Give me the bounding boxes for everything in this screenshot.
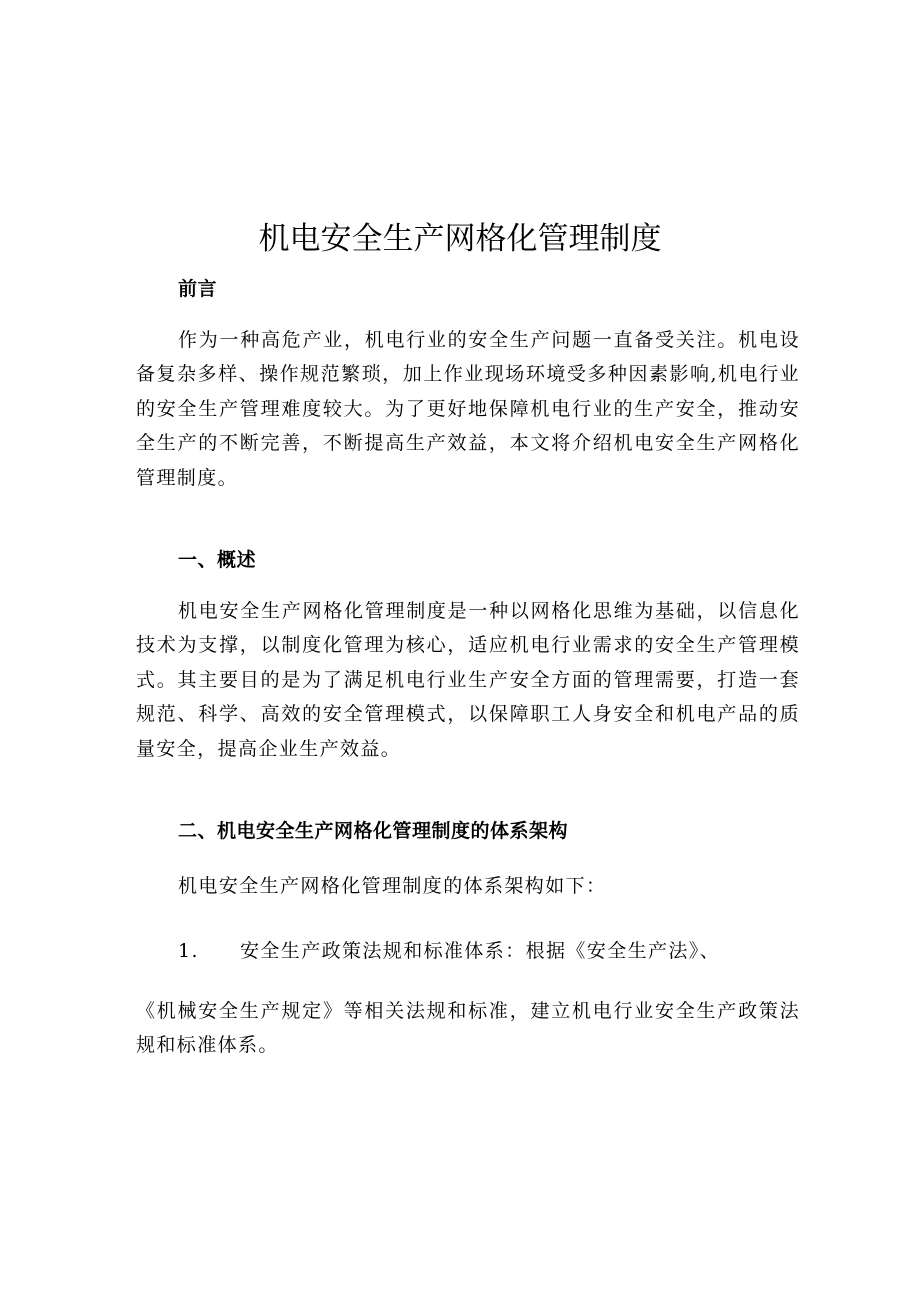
list-item-1-continuation: 《机械安全生产规定》等相关法规和标准，建立机电行业安全生产政策法规和标准体系。	[136, 1000, 800, 1057]
section-2-heading: 二、机电安全生产网格化管理制度的体系架构	[178, 820, 569, 842]
list-item-1	[178, 937, 720, 965]
preface-paragraph: 作为一种高危产业，机电行业的安全生产问题一直备受关注。机电设备复杂多样、操作规范繁琐，加上作业现场环境受多种因素影响,机电行业的安全生产管理难度较大。为了更好地保障机电行业的生产安全，推动安全生产的不断完善，不断提高生产效益，本文将介绍机电安全生产网格化管理制度。	[136, 329, 800, 489]
list-item-1-number: 1.	[178, 940, 199, 962]
section-2-intro: 机电安全生产网格化管理制度的体系架构如下：	[178, 875, 607, 897]
section-1-paragraph: 机电安全生产网格化管理制度是一种以网格化思维为基础，以信息化技术为支撑，以制度化管理为核心，适应机电行业需求的安全生产管理模式。其主要目的是为了满足机电行业生产安全方面的管理需要，打造一套规范、科学、高效的安全管理模式，以保障职工人身安全和机电产品的质量安全，提高企业生产效益。	[136, 600, 800, 760]
preface-heading: 前言	[178, 278, 218, 300]
section-1-heading: 一、概述	[178, 549, 257, 571]
document-title: 机电安全生产网格化管理制度	[258, 221, 662, 257]
list-item-1-text: 安全生产政策法规和标准体系：根据《安全生产法》、	[240, 940, 721, 962]
